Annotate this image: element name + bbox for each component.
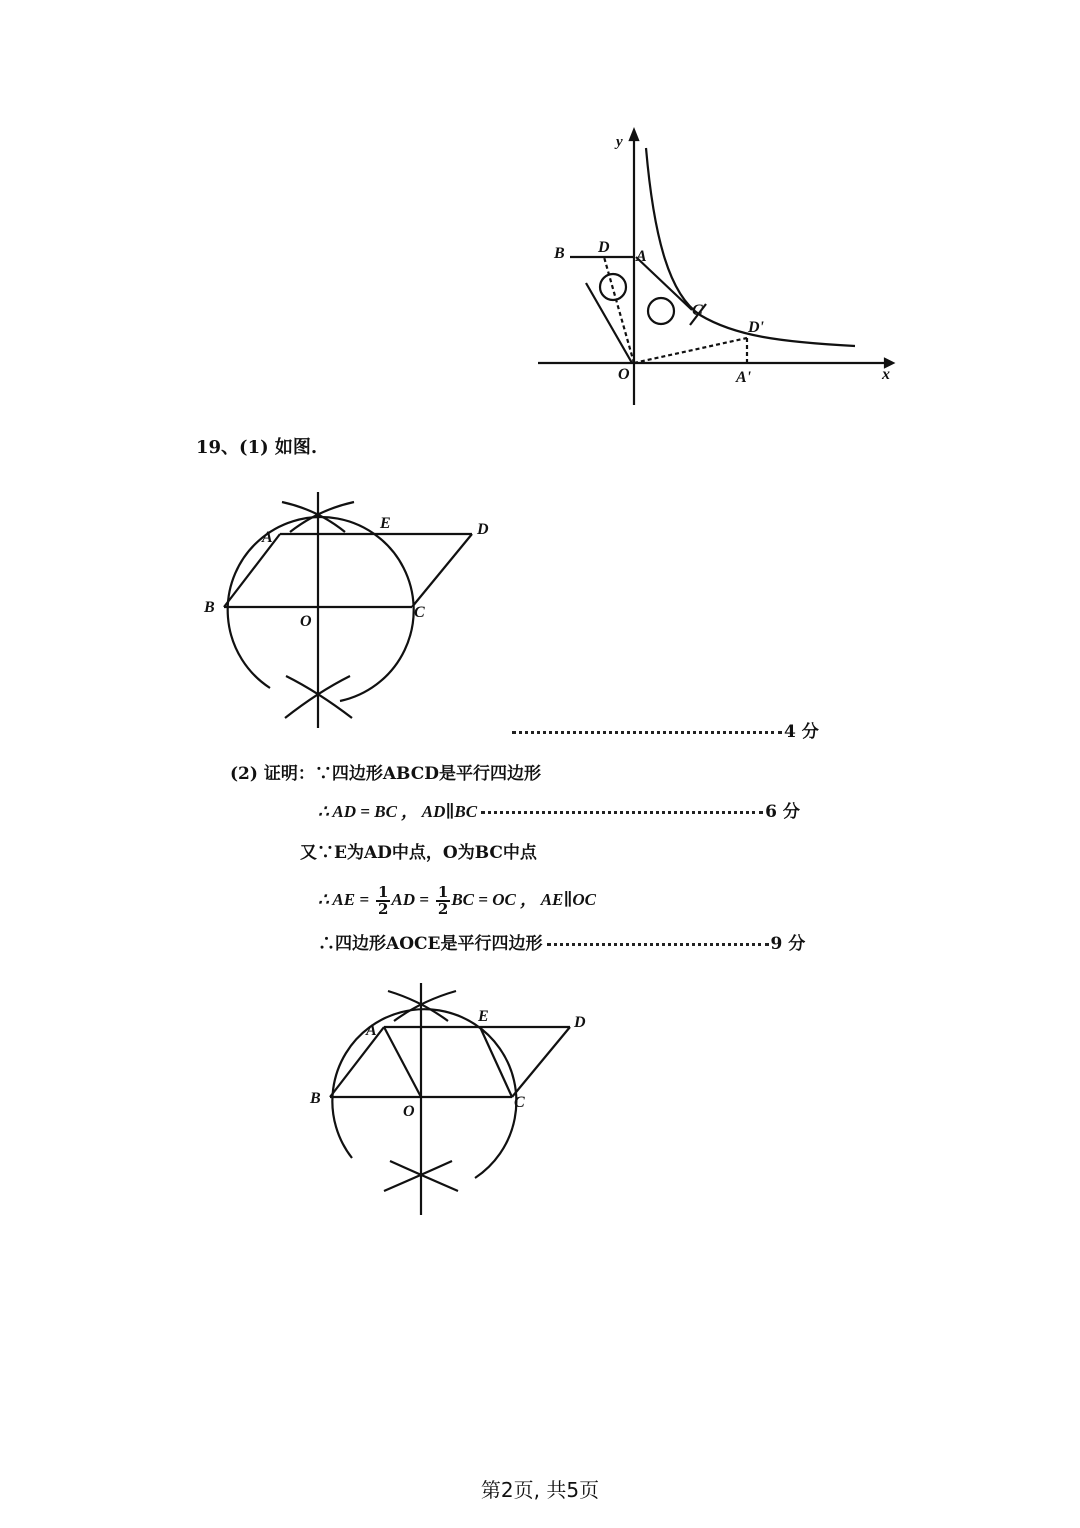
figure-q19-part2 bbox=[300, 975, 610, 1225]
score-4: 4 分 bbox=[784, 722, 819, 742]
proof-4-post: BC = OC ， AE∥OC bbox=[451, 890, 596, 909]
label-C: C bbox=[414, 604, 425, 621]
dot-leader bbox=[481, 811, 763, 814]
label-O: O bbox=[618, 366, 630, 383]
fraction-numerator: 1 bbox=[377, 882, 389, 901]
proof-4-pre: ∴ AE = bbox=[318, 890, 370, 909]
label-O: O bbox=[300, 613, 312, 630]
proof-line-3 bbox=[300, 841, 537, 865]
dot-leader bbox=[547, 943, 769, 946]
figure-coordinate-diagram bbox=[520, 120, 900, 420]
fraction-denominator: 2 bbox=[377, 899, 389, 918]
label-A: A bbox=[366, 1022, 377, 1039]
dashed-OD bbox=[604, 257, 634, 363]
label-D: D bbox=[574, 1014, 586, 1031]
label-B: B bbox=[554, 245, 565, 262]
label-y: y bbox=[616, 134, 623, 150]
segment-left-ray bbox=[586, 283, 632, 363]
fraction-half bbox=[436, 882, 450, 918]
label-B: B bbox=[310, 1090, 321, 1107]
question-19-heading: 19、(1) 如图. bbox=[196, 437, 318, 458]
fraction-half bbox=[376, 882, 390, 918]
page-footer: 第2页, 共5页 bbox=[480, 1478, 600, 1502]
segment-AO bbox=[384, 1027, 421, 1097]
label-E: E bbox=[380, 515, 391, 532]
label-E: E bbox=[478, 1008, 489, 1025]
label-D: D bbox=[598, 239, 610, 256]
proof-statement-2: ∴ AD = BC ， AD∥BC bbox=[318, 802, 478, 821]
proof-line-2 bbox=[318, 800, 800, 824]
circle-arc bbox=[332, 1009, 516, 1178]
arc-bottom-right bbox=[390, 1161, 458, 1191]
proof-label: (2) 证明： bbox=[230, 764, 315, 784]
segment-DC bbox=[412, 534, 472, 607]
score-6: 6 分 bbox=[765, 802, 800, 822]
label-D: D bbox=[477, 521, 489, 538]
proof-statement-3: 又∵E为AD中点，O为BC中点 bbox=[300, 843, 537, 863]
segment-DC bbox=[512, 1027, 570, 1097]
fraction-numerator: 1 bbox=[437, 882, 449, 901]
circle-arc bbox=[228, 517, 414, 701]
label-C: C bbox=[514, 1094, 525, 1111]
proof-statement-5: ∴四边形AOCE是平行四边形 bbox=[318, 934, 543, 954]
score-line-1 bbox=[508, 720, 819, 744]
proof-line-4 bbox=[318, 880, 596, 920]
proof-line-1 bbox=[230, 762, 541, 786]
label-C: C bbox=[692, 302, 703, 319]
proof-4-mid: AD = bbox=[391, 890, 429, 909]
figure-q19-part1 bbox=[190, 480, 520, 740]
dot-leader bbox=[512, 731, 782, 734]
fraction-denominator: 2 bbox=[437, 899, 449, 918]
label-x: x bbox=[882, 366, 890, 383]
label-Ap: A' bbox=[736, 369, 752, 386]
label-B: B bbox=[204, 599, 215, 616]
label-O: O bbox=[403, 1103, 415, 1120]
label-Dp: D' bbox=[748, 319, 764, 336]
arc-bottom-left bbox=[384, 1161, 452, 1191]
hyperbola-curve bbox=[646, 148, 855, 346]
proof-statement-1: ∵四边形ABCD是平行四边形 bbox=[314, 764, 541, 784]
small-circle-right bbox=[648, 298, 674, 324]
dashed-ODp bbox=[634, 338, 747, 363]
label-A: A bbox=[262, 529, 273, 546]
proof-line-5 bbox=[318, 932, 805, 956]
y-axis-arrow bbox=[630, 130, 638, 140]
label-A: A bbox=[636, 248, 647, 265]
score-9: 9 分 bbox=[770, 934, 806, 954]
